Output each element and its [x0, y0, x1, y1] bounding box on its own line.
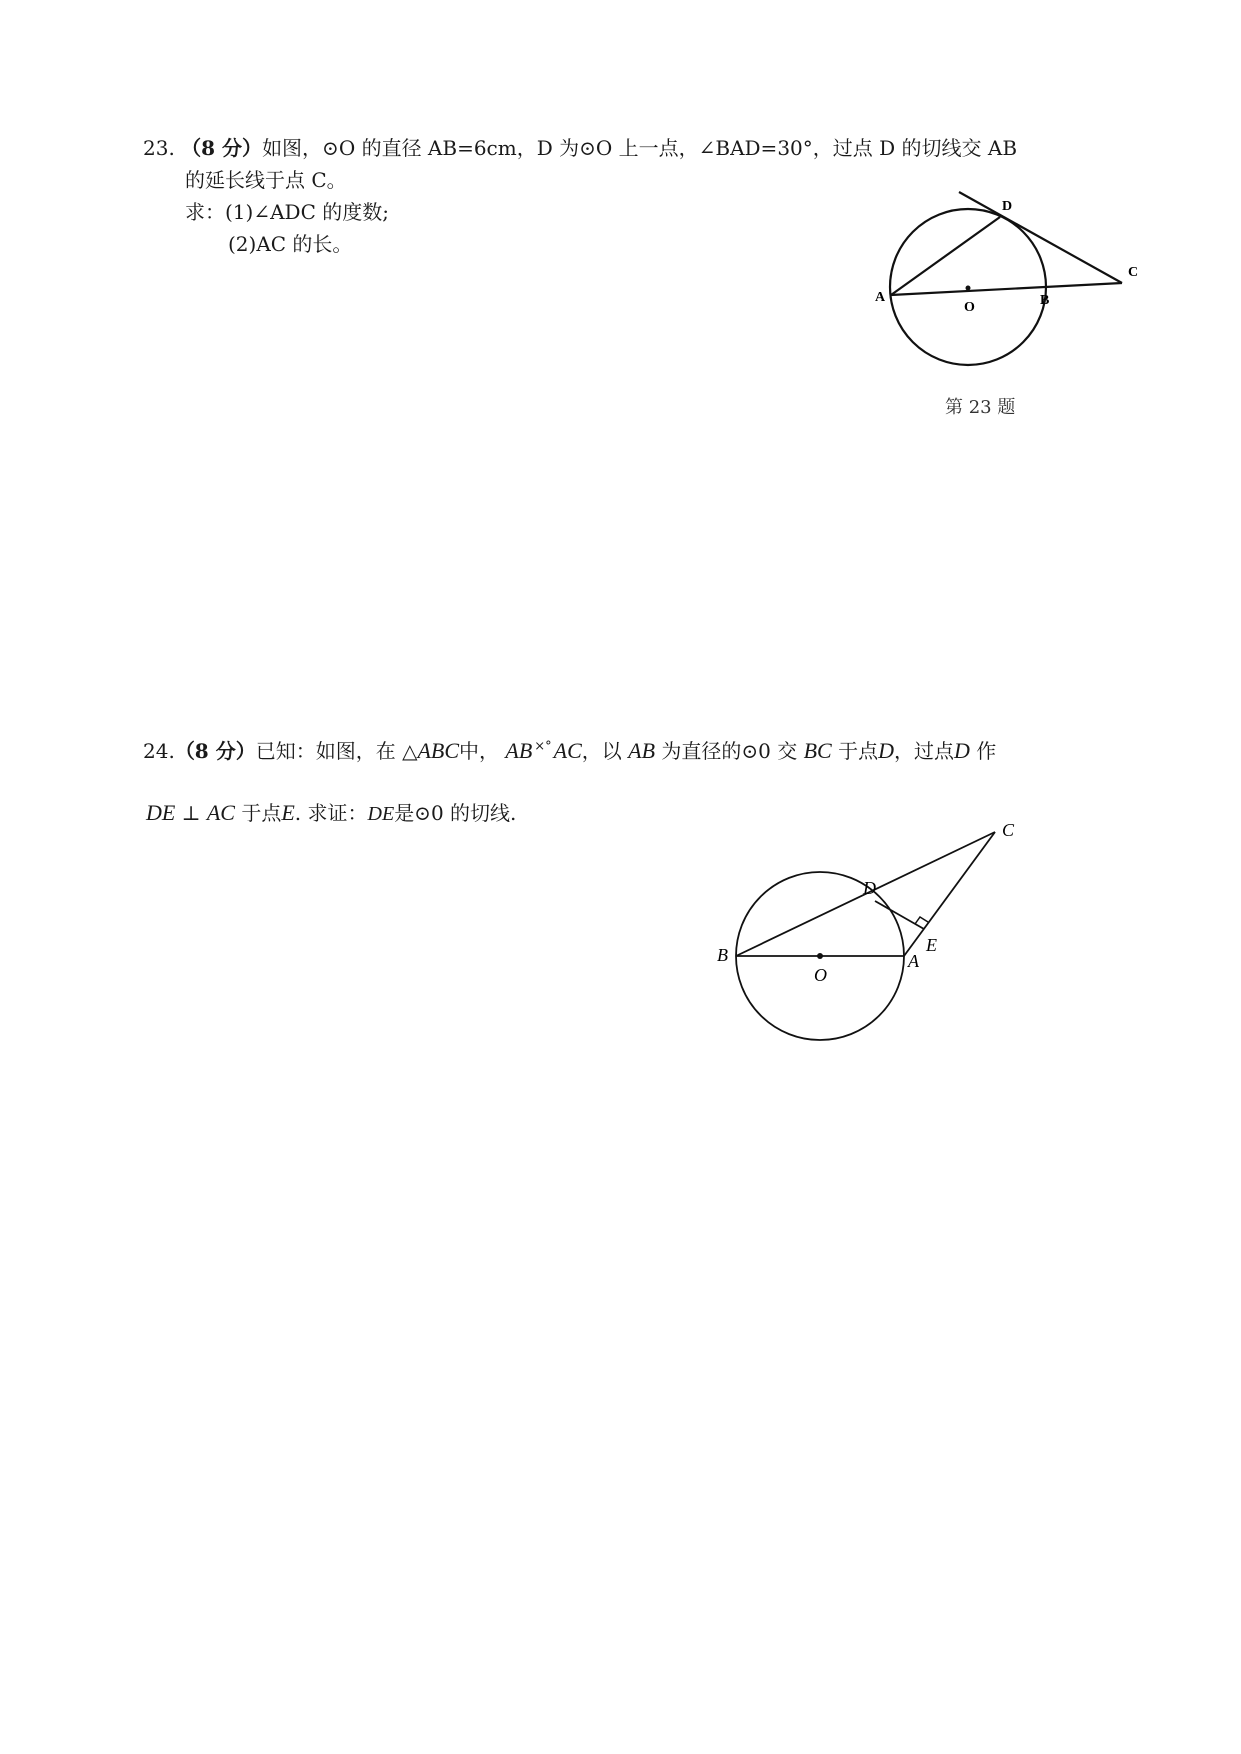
q23-number: 23.	[143, 136, 175, 160]
q24-de-2: DE	[367, 803, 395, 825]
q23-label-a: A	[875, 290, 886, 305]
q24-ab: AB	[505, 738, 533, 763]
q24-garbled-symbol: ×°	[534, 739, 552, 754]
q24-text-10: 是⊙0 的切线.	[394, 801, 517, 825]
q24-text-6: ，过点	[893, 739, 954, 763]
q24-text-3: ，以	[581, 739, 622, 763]
q24-line-2	[146, 799, 516, 828]
q23-line-4	[228, 230, 352, 258]
q23-score: （8 分）	[181, 136, 263, 160]
q24-line-1	[143, 737, 996, 769]
q23-label-o: O	[964, 300, 975, 315]
q24-e: E	[281, 800, 295, 825]
q23-stem-b: 的延长线于点 C。	[185, 168, 347, 192]
q24-text-5: 于点	[838, 739, 879, 763]
q23-part2: (2)AC 的长。	[228, 232, 353, 256]
q23-line-3	[185, 198, 389, 226]
q24-right-angle-mark	[915, 917, 928, 924]
q23-secant-line	[891, 283, 1122, 295]
q24-label-b: B	[717, 945, 728, 965]
q24-text-7: 作	[976, 739, 997, 763]
q24-label-e: E	[926, 935, 937, 955]
q24-center-dot	[817, 953, 823, 959]
q24-label-a: A	[908, 951, 919, 971]
q23-tangent-line	[959, 192, 1122, 283]
q24-ac: AC	[553, 738, 582, 763]
q24-label-o: O	[814, 965, 827, 985]
q23-center-dot	[966, 286, 971, 291]
q24-ac-2: AC	[206, 800, 235, 825]
q24-score: （8 分）	[174, 739, 256, 763]
q23-ask-prefix: 求：	[185, 200, 225, 224]
q24-figure	[710, 815, 1040, 1050]
q23-stem-a: 如图，⊙O 的直径 AB=6cm，D 为⊙O 上一点，∠BAD=30°，过点 D 的切线交 AB	[262, 136, 1018, 160]
q23-label-d: D	[1002, 199, 1013, 214]
q24-text-2: 中，	[459, 739, 500, 763]
q24-triangle-symbol: △	[402, 739, 418, 763]
q23-label-c: C	[1128, 265, 1139, 280]
q23-figure-caption: 第 23 题	[945, 397, 1016, 418]
q24-bc: BC	[803, 738, 832, 763]
q24-line-de	[875, 901, 924, 929]
q24-text-8: 于点	[241, 801, 282, 825]
q24-de: DE	[146, 800, 176, 825]
q24-label-d: D	[863, 878, 876, 898]
q23-label-b: B	[1040, 293, 1050, 308]
q23-chord-ad	[891, 217, 1000, 295]
q23-line-2	[185, 166, 347, 194]
q23-line-1	[143, 134, 1017, 162]
q24-perp-symbol: ⊥	[181, 801, 201, 825]
q24-text-9: . 求证：	[294, 801, 368, 825]
q24-label-c: C	[1002, 820, 1015, 840]
q24-d-2: D	[953, 738, 970, 763]
q23-figure	[860, 180, 1150, 380]
q24-line-ac	[904, 832, 995, 956]
q23-part1: (1)∠ADC 的度数;	[225, 200, 389, 224]
q24-ab-2: AB	[628, 738, 656, 763]
q24-number: 24.	[143, 739, 175, 763]
q24-text-4: 为直径的⊙0 交	[661, 739, 798, 763]
q24-d: D	[878, 738, 894, 763]
q24-abc: ABC	[417, 738, 460, 763]
q24-text-1: 已知：如图，在	[255, 739, 396, 763]
